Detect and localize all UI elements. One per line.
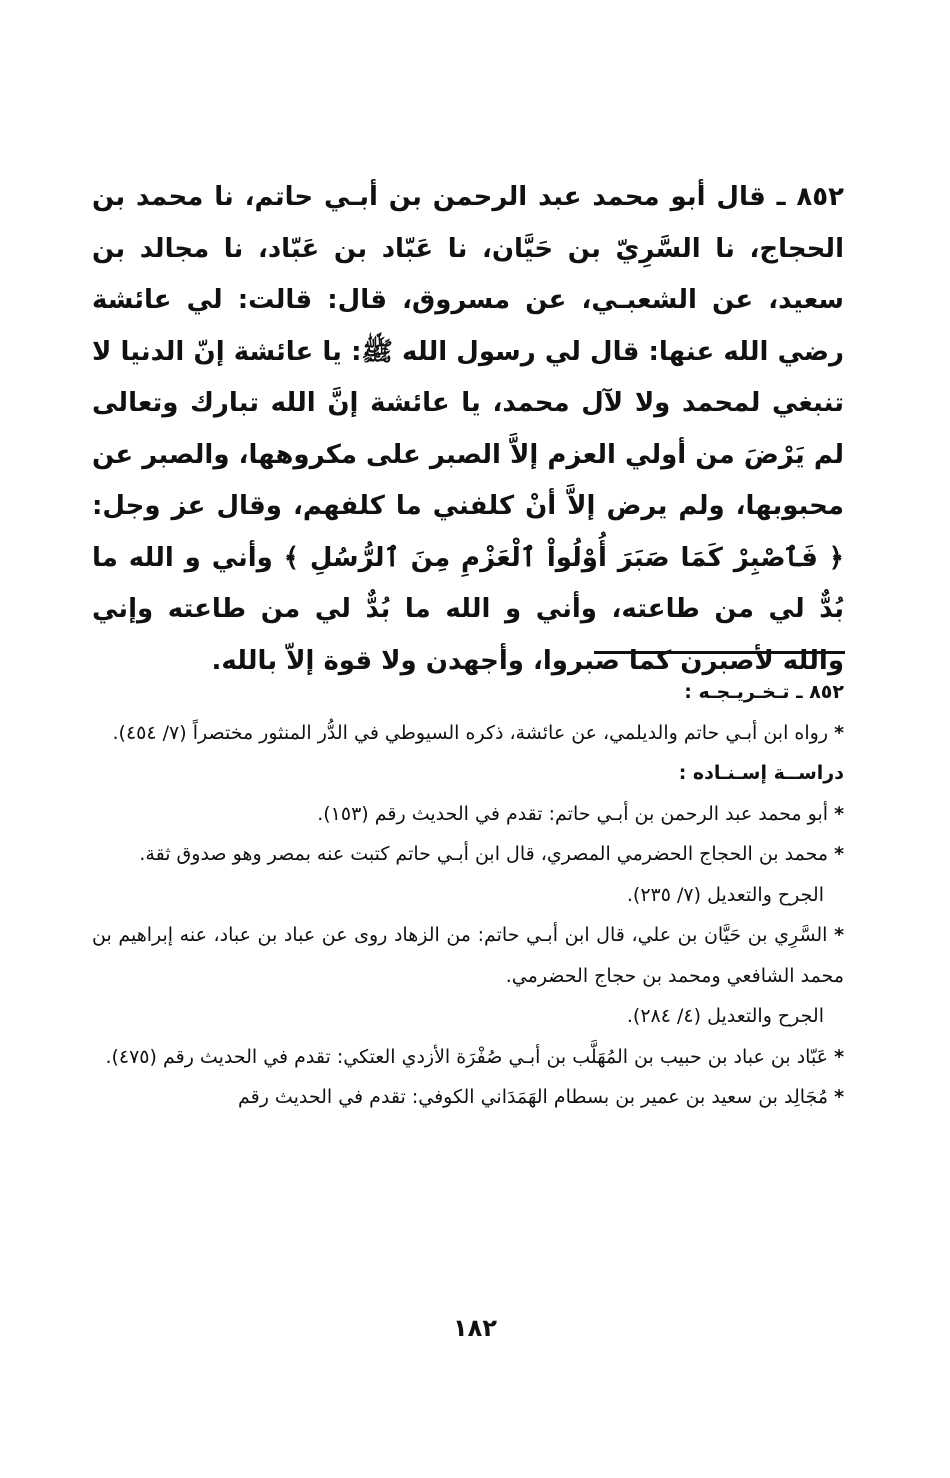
bullet-mark: * [834,802,844,825]
narrator-entry [92,1037,844,1078]
narrator-text: أبو محمد عبد الرحمن بن أبـي حاتم: تقدم في الحديث رقم (١٥٣). [317,802,829,825]
bullet-mark: * [834,721,844,744]
narrator-text: عَبّاد بن عباد بن حبيب بن المُهَلَّب بن أبـي صُفْرَة الأزدي العتكي: تقدم في الحديث رقم (٤٧٥). [105,1045,829,1068]
narrator-source: الجرح والتعديل (٤/ ٢٨٤). [626,1005,824,1027]
footnotes [92,672,844,1118]
hadith-number: ٨٥٢ ـ [776,182,844,212]
bullet-mark: * [834,1086,844,1108]
isnad-heading: دراســة إسـنـاده : [678,762,844,784]
hadith-body-after-verse: وأني و الله ما بُدٌّ لي من طاعته، وأني و الله ما بُدٌّ لي من طاعته وإني والله لأصبرن كما صبروا، وأجهدن ولا قوة إلاّ بالله. [92,542,844,676]
narrator-text: مُجَالِد بن سعيد بن عمير بن بسطام الهَمَدَاني الكوفي: تقدم في الحديث رقم [237,1086,829,1108]
footnote-divider [594,651,845,654]
takhrij-body: رواه ابن أبـي حاتم والديلمي، عن عائشة، ذكره السيوطي في الدُّر المنثور مختصراً (٧/ ٤٥٤). [112,721,829,744]
bullet-mark: * [834,924,844,946]
takhrij-text [92,713,844,754]
narrator-entry [92,915,844,996]
narrator-entry [92,794,844,835]
narrator-source: الجرح والتعديل (٧/ ٢٣٥). [626,883,824,906]
narrator-entry [92,1077,844,1118]
takhrij-heading: ٨٥٢ ـ تـخـريـجـه : [684,681,844,703]
narrator-text: محمد بن الحجاج الحضرمي المصري، قال ابن أبـي حاتم كتبت عنه بمصر وهو صدوق ثقة. [139,843,829,865]
quran-verse: ﴿ فَٱصْبِرْ كَمَا صَبَرَ أُوْلُواْ ٱلْعَزْمِ مِنَ ٱلرُّسُلِ ﴾ [283,542,844,573]
bullet-mark: * [834,1045,844,1068]
bullet-mark: * [834,843,844,865]
hadith-body-before-verse: قال أبو محمد عبد الرحمن بن أبـي حاتم، نا محمد بن الحجاج، نا السَّرِيّ بن حَيَّان، نا عَبّاد بن عَبّاد، نا مجالد بن سعيد، عن الشعبـي، عن مسروق، قال: قالت: لي عائشة رضي الله عنها: قال لي رسول الله ﷺ: يا عائشة إنّ الدنيا لا تنبغي لمحمد ولا لآل محمد، يا عائشة إنَّ الله تبارك وتعالى لم يَرْضَ من أولي العزم إلاَّ الصبر على مكروهها، والصبر عن محبوبها، ولم يرض إلاَّ أنْ كلفني ما كلفهم، وقال عز وجل: [92,182,844,521]
narrator-text: السَّرِي بن حَيَّان بن علي، قال ابن أبـي حاتم: من الزهاد روى عن عباد بن عباد، عنه إبراهيم بن محمد الشافعي ومحمد بن حجاج الحضرمي. [92,924,844,987]
hadith-text [92,172,844,687]
narrator-entry [92,834,844,875]
page-number: ١٨٢ [453,1314,497,1342]
